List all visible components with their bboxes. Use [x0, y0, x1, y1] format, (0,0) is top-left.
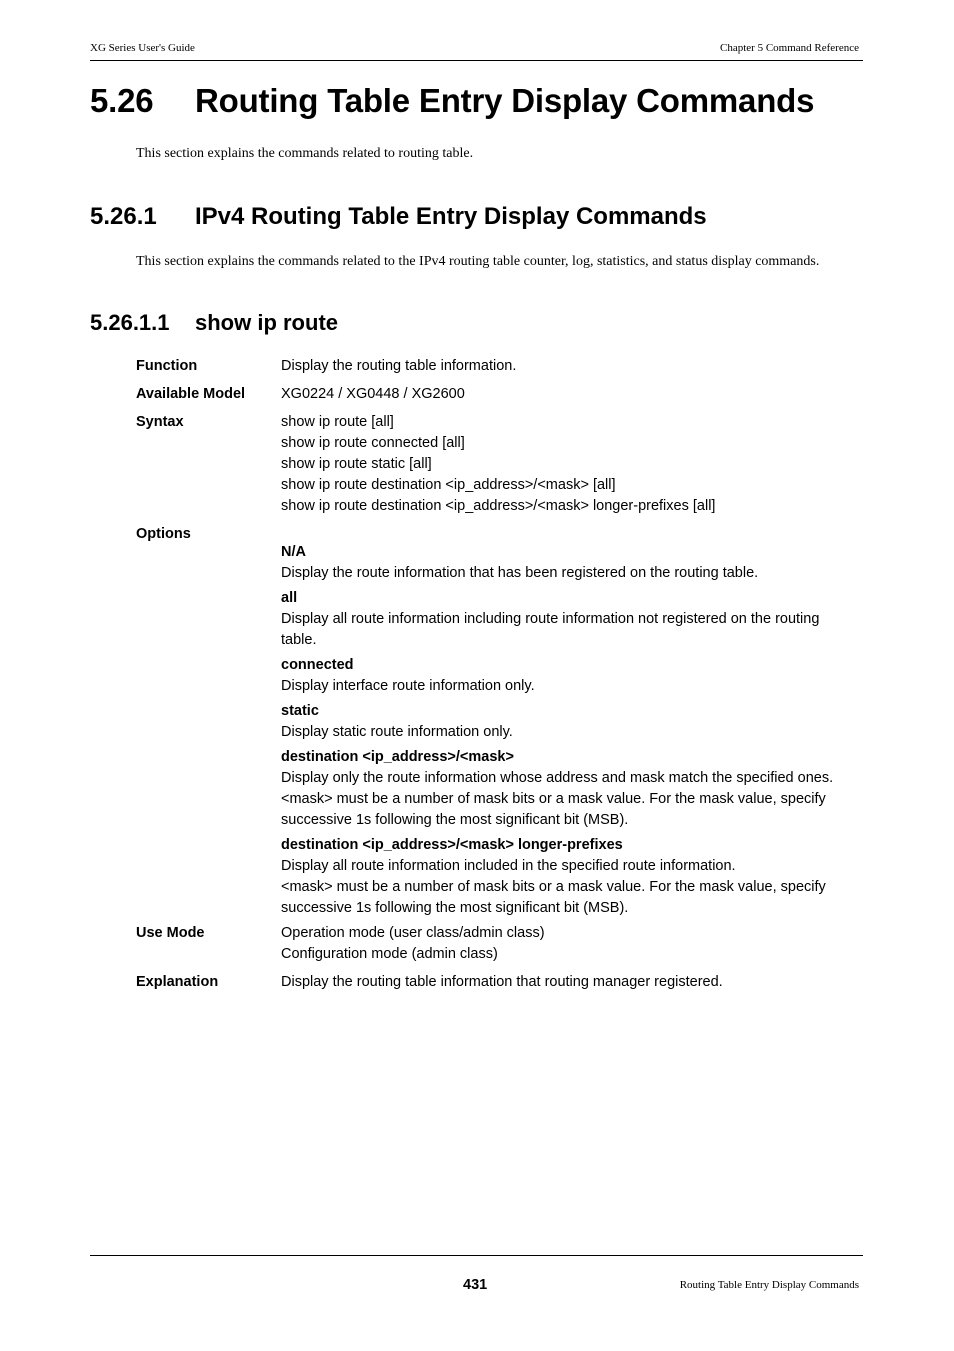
syntax-label: Syntax	[136, 414, 184, 430]
syntax-lines	[281, 412, 856, 517]
syntax-line: show ip route [all]	[281, 414, 394, 430]
model-row	[136, 384, 856, 405]
usemode-line: Operation mode (user class/admin class)	[281, 925, 545, 941]
subsubsection-heading	[90, 310, 338, 336]
option-desc: Display all route information included in the specified route information.	[281, 858, 736, 874]
section-number: 5.26	[90, 82, 154, 119]
page-number: 431	[463, 1277, 488, 1293]
option-item	[281, 747, 856, 831]
usemode-row	[136, 923, 856, 965]
header-chapter-title: Chapter 5 Command Reference	[720, 42, 859, 54]
syntax-line: show ip route connected [all]	[281, 435, 465, 451]
option-name: all	[281, 590, 298, 606]
option-item	[281, 835, 856, 919]
options-label: Options	[136, 526, 191, 542]
option-name: connected	[281, 657, 354, 673]
option-desc: Display all route information including route information not registered on the routing table.	[281, 611, 820, 648]
options-list	[281, 542, 856, 919]
option-item	[281, 542, 856, 584]
page-footer	[90, 1255, 863, 1293]
option-item	[281, 655, 856, 697]
option-item	[281, 588, 856, 651]
subsection-number: 5.26.1	[90, 203, 157, 230]
model-value: XG0224 / XG0448 / XG2600	[281, 386, 465, 402]
page-header	[90, 42, 863, 61]
option-name: destination <ip_address>/<mask>	[281, 749, 514, 765]
option-item	[281, 701, 856, 743]
subsection-intro: This section explains the commands related to the IPv4 routing table counter, log, statistics, and status display commands.	[136, 254, 820, 269]
model-label: Available Model	[136, 386, 246, 402]
function-label: Function	[136, 358, 198, 374]
explanation-value: Display the routing table information that routing manager registered.	[281, 974, 723, 990]
option-desc: Display static route information only.	[281, 724, 513, 740]
option-desc: <mask> must be a number of mask bits or a mask value. For the mask value, specify successive 1s following the most significant bit (MSB).	[281, 879, 826, 916]
section-heading	[90, 82, 814, 120]
option-desc: <mask> must be a number of mask bits or a mask value. For the mask value, specify successive 1s following the most significant bit (MSB).	[281, 791, 826, 828]
syntax-row	[136, 412, 856, 517]
function-row	[136, 356, 856, 377]
section-intro: This section explains the commands related to routing table.	[136, 146, 474, 161]
option-name: destination <ip_address>/<mask> longer-prefixes	[281, 837, 623, 853]
section-title: Routing Table Entry Display Commands	[195, 82, 815, 119]
usemode-lines	[281, 923, 856, 965]
usemode-label: Use Mode	[136, 925, 205, 941]
explanation-row	[136, 972, 856, 993]
syntax-line: show ip route destination <ip_address>/<mask> longer-prefixes [all]	[281, 498, 716, 514]
subsubsection-number: 5.26.1.1	[90, 310, 170, 335]
footer-section-title: Routing Table Entry Display Commands	[679, 1279, 859, 1291]
subsection-title: IPv4 Routing Table Entry Display Commands	[195, 203, 707, 230]
command-spec	[136, 356, 856, 1000]
function-value: Display the routing table information.	[281, 358, 517, 374]
syntax-line: show ip route static [all]	[281, 456, 432, 472]
header-guide-title: XG Series User's Guide	[90, 42, 195, 54]
option-name: static	[281, 703, 319, 719]
option-name: N/A	[281, 544, 306, 560]
syntax-line: show ip route destination <ip_address>/<mask> [all]	[281, 477, 616, 493]
option-desc: Display only the route information whose address and mask match the specified ones.	[281, 770, 834, 786]
explanation-label: Explanation	[136, 974, 219, 990]
usemode-line: Configuration mode (admin class)	[281, 946, 498, 962]
subsection-heading	[90, 203, 707, 231]
option-desc: Display the route information that has been registered on the routing table.	[281, 565, 759, 581]
option-desc: Display interface route information only.	[281, 678, 535, 694]
subsubsection-title: show ip route	[195, 310, 338, 335]
